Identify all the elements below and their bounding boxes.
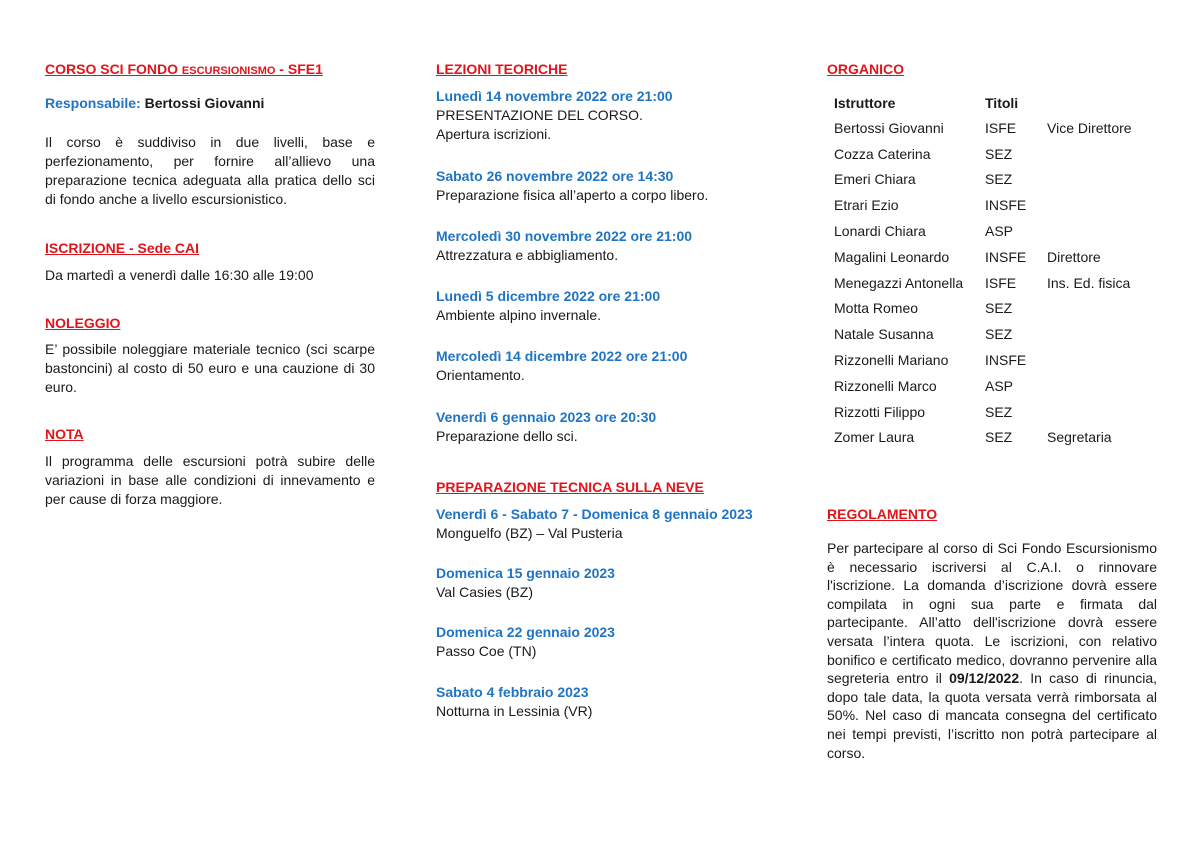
lesson-desc-2: Apertura iscrizioni. bbox=[436, 126, 552, 142]
staff-role bbox=[1047, 141, 1132, 167]
header-role bbox=[1047, 90, 1132, 115]
snow-location: Monguelfo (BZ) – Val Pusteria bbox=[436, 525, 623, 541]
regolamento-deadline: 09/12/2022 bbox=[949, 670, 1020, 687]
lesson-item bbox=[436, 287, 796, 325]
course-heading-main: CORSO SCI FONDO bbox=[45, 61, 182, 77]
table-row bbox=[834, 218, 1132, 244]
snow-item bbox=[436, 683, 796, 721]
lesson-desc: Attrezzatura e abbigliamento. bbox=[436, 247, 619, 263]
nota-heading: NOTA bbox=[45, 426, 84, 442]
staff-title: SEZ bbox=[985, 403, 1013, 420]
table-row bbox=[834, 296, 1132, 322]
staff-name: Emeri Chiara bbox=[834, 171, 916, 188]
lesson-desc: Orientamento. bbox=[436, 367, 525, 383]
staff-title: INSFE bbox=[985, 248, 1027, 265]
table-row bbox=[834, 141, 1132, 167]
table-row bbox=[834, 373, 1132, 399]
lesson-date: Sabato 26 novembre 2022 ore 14:30 bbox=[436, 168, 674, 184]
regolamento-heading: REGOLAMENTO bbox=[827, 506, 938, 522]
lesson-desc: Preparazione fisica all’aperto a corpo libero. bbox=[436, 187, 709, 203]
staff-title: ASP bbox=[985, 223, 1014, 240]
staff-title: INSFE bbox=[985, 197, 1027, 214]
responsabile-label: Responsabile: bbox=[45, 95, 141, 111]
table-row bbox=[834, 244, 1132, 270]
lesson-date: Lunedì 14 novembre 2022 ore 21:00 bbox=[436, 88, 673, 104]
staff-role: Vice Direttore bbox=[1047, 119, 1132, 136]
staff-role bbox=[1047, 218, 1132, 244]
snow-date: Sabato 4 febbraio 2023 bbox=[436, 684, 589, 700]
staff-name: Rizzonelli Mariano bbox=[834, 352, 949, 369]
table-row bbox=[834, 115, 1132, 141]
header-istruttore: Istruttore bbox=[834, 94, 896, 111]
staff-name: Magalini Leonardo bbox=[834, 248, 950, 265]
lesson-date: Mercoledì 14 dicembre 2022 ore 21:00 bbox=[436, 348, 688, 364]
staff-role bbox=[1047, 296, 1132, 322]
lesson-item bbox=[436, 347, 796, 385]
staff-role bbox=[1047, 347, 1132, 373]
lesson-item bbox=[436, 87, 796, 144]
staff-title: SEZ bbox=[985, 145, 1013, 162]
staff-title: SEZ bbox=[985, 429, 1013, 446]
snow-item bbox=[436, 505, 796, 543]
staff-table-header bbox=[834, 90, 1132, 115]
staff-name: Etrari Ezio bbox=[834, 197, 899, 214]
staff-name: Lonardi Chiara bbox=[834, 223, 926, 240]
course-heading-end: - SFE1 bbox=[275, 61, 323, 77]
staff-role bbox=[1047, 321, 1132, 347]
regolamento-part1: Per partecipare al corso di Sci Fondo Escursionismo è necessario iscriversi al C.A.I. o rinnovare l'iscrizione. La domanda d’iscrizione dovrà essere compilata in ogni sua parte e firmata dal partecipante. All’atto dell'iscrizione dovrà essere versata l’intera quota. Le iscrizioni, con relativo bonifico e certificato medico, dovranno pervenire alla segreteria entro il bbox=[827, 540, 1157, 687]
lesson-item bbox=[436, 227, 796, 265]
course-heading-small: ESCURSIONISMO bbox=[181, 65, 276, 77]
lesson-date: Lunedì 5 dicembre 2022 ore 21:00 bbox=[436, 288, 661, 304]
staff-name: Bertossi Giovanni bbox=[834, 119, 944, 136]
table-row bbox=[834, 399, 1132, 425]
staff-name: Rizzonelli Marco bbox=[834, 377, 937, 394]
iscrizione-text: Da martedì a venerdì dalle 16:30 alle 19:00 bbox=[45, 267, 314, 283]
regolamento-part2: . In caso di rinuncia, dopo tale data, la quota versata verrà rimborsata al 50%. Nel caso di mancata consegna del certificato nei tempi previsti, l’iscritto non potrà partecipare al corso. bbox=[827, 670, 1157, 761]
lesson-desc: PRESENTAZIONE DEL CORSO. bbox=[436, 107, 643, 123]
staff-title: SEZ bbox=[985, 171, 1013, 188]
table-row bbox=[834, 347, 1132, 373]
staff-name: Menegazzi Antonella bbox=[834, 274, 964, 291]
lesson-desc: Ambiente alpino invernale. bbox=[436, 307, 601, 323]
organico-heading: ORGANICO bbox=[827, 61, 904, 77]
lesson-date: Venerdì 6 gennaio 2023 ore 20:30 bbox=[436, 409, 657, 425]
staff-role bbox=[1047, 167, 1132, 193]
table-row bbox=[834, 167, 1132, 193]
staff-title: SEZ bbox=[985, 300, 1013, 317]
staff-table bbox=[834, 90, 1132, 450]
staff-role: Segretaria bbox=[1047, 429, 1112, 446]
staff-role bbox=[1047, 192, 1132, 218]
snow-location: Notturna in Lessinia (VR) bbox=[436, 703, 593, 719]
staff-title: ISFE bbox=[985, 119, 1017, 136]
staff-title: INSFE bbox=[985, 352, 1027, 369]
header-titoli: Titoli bbox=[985, 94, 1019, 111]
noleggio-heading: NOLEGGIO bbox=[45, 315, 121, 331]
noleggio-text: E’ possibile noleggiare materiale tecnico (sci scarpe bastoncini) al costo di 50 euro e una cauzione di 30 euro. bbox=[45, 341, 375, 395]
snow-date: Venerdì 6 - Sabato 7 - Domenica 8 gennaio 2023 bbox=[436, 506, 753, 522]
snow-item bbox=[436, 623, 796, 661]
responsabile-line bbox=[45, 94, 375, 113]
table-row bbox=[834, 321, 1132, 347]
staff-title: ISFE bbox=[985, 274, 1017, 291]
nota-text: Il programma delle escursioni potrà subire delle variazioni in base alle condizioni di innevamento e per cause di forza maggiore. bbox=[45, 453, 375, 507]
staff-name: Zomer Laura bbox=[834, 429, 915, 446]
lezioni-heading: LEZIONI TEORICHE bbox=[436, 61, 568, 77]
staff-title: SEZ bbox=[985, 326, 1013, 343]
staff-title: ASP bbox=[985, 377, 1014, 394]
lesson-item bbox=[436, 167, 796, 205]
snow-location: Passo Coe (TN) bbox=[436, 643, 537, 659]
table-row bbox=[834, 425, 1132, 451]
iscrizione-heading: ISCRIZIONE - Sede CAI bbox=[45, 240, 200, 256]
snow-date: Domenica 22 gennaio 2023 bbox=[436, 624, 615, 640]
course-intro: Il corso è suddiviso in due livelli, base e perfezionamento, per fornire all’allievo una preparazione tecnica adeguata alla pratica dello sci di fondo anche a livello escursionistico. bbox=[45, 134, 375, 207]
regolamento-text bbox=[827, 539, 1157, 762]
lesson-desc: Preparazione dello sci. bbox=[436, 428, 578, 444]
staff-role bbox=[1047, 373, 1132, 399]
snow-date: Domenica 15 gennaio 2023 bbox=[436, 565, 615, 581]
staff-name: Rizzotti Filippo bbox=[834, 403, 926, 420]
table-row bbox=[834, 270, 1132, 296]
staff-name: Natale Susanna bbox=[834, 326, 934, 343]
staff-name: Motta Romeo bbox=[834, 300, 919, 317]
staff-name: Cozza Caterina bbox=[834, 145, 931, 162]
neve-heading: PREPARAZIONE TECNICA SULLA NEVE bbox=[436, 479, 704, 495]
table-row bbox=[834, 192, 1132, 218]
staff-role bbox=[1047, 399, 1132, 425]
snow-item bbox=[436, 564, 796, 602]
snow-location: Val Casies (BZ) bbox=[436, 584, 533, 600]
staff-role: Ins. Ed. fisica bbox=[1047, 274, 1131, 291]
staff-role: Direttore bbox=[1047, 248, 1101, 265]
lesson-item bbox=[436, 408, 796, 446]
lesson-date: Mercoledì 30 novembre 2022 ore 21:00 bbox=[436, 228, 693, 244]
course-heading bbox=[45, 61, 323, 77]
responsabile-name: Bertossi Giovanni bbox=[144, 95, 265, 111]
